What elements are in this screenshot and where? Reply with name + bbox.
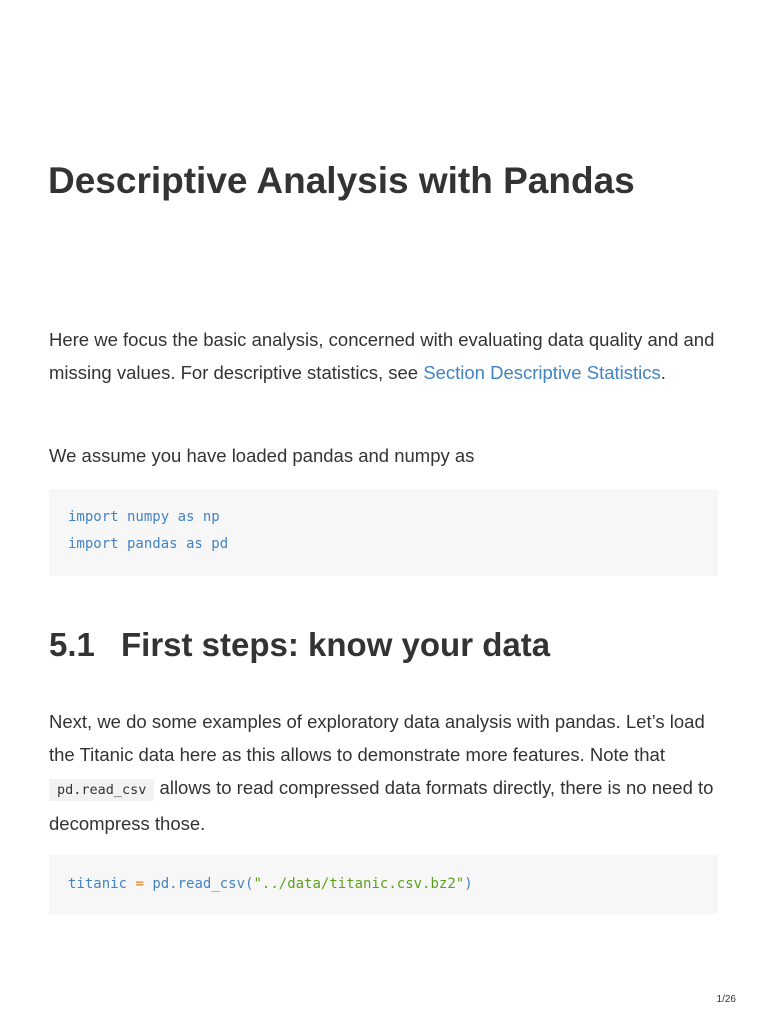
section-number: 5.1 (49, 626, 95, 663)
code-variable: titanic (68, 876, 128, 892)
paragraph-text: Next, we do some examples of exploratory data analysis with pandas. Let’s load the Titanic data here as this allows to demonstrate more features. Note that (49, 711, 705, 765)
section-title: First steps: know your data (121, 626, 551, 663)
code-block-imports (49, 489, 718, 576)
exploratory-paragraph (49, 705, 721, 840)
section-heading (49, 626, 550, 664)
inline-code: pd.read_csv (49, 779, 154, 801)
paragraph-text-end: allows to read compressed data formats directly, there is no need to decompress those. (49, 777, 714, 834)
intro-text-end: . (660, 362, 666, 383)
page-number: 1/26 (716, 994, 736, 1005)
assume-paragraph: We assume you have loaded pandas and numpy as (49, 445, 475, 466)
code-block-read-csv (49, 855, 718, 914)
code-operator: = (135, 876, 144, 892)
code-string: "../data/titanic.csv.bz2" (253, 876, 465, 892)
page-title: Descriptive Analysis with Pandas (48, 160, 635, 201)
code-line: import pandas as pd (68, 536, 229, 552)
code-line (68, 871, 718, 898)
code-call: pd.read_csv( (152, 876, 254, 892)
intro-paragraph (49, 323, 721, 389)
section-descriptive-statistics-link[interactable]: Section Descriptive Statistics (423, 362, 661, 383)
intro-text: Here we focus the basic analysis, concerned with evaluating data quality and and missing values. For descriptive statistics, see (49, 329, 715, 383)
code-close-paren: ) (464, 876, 473, 892)
code-line: import numpy as np (68, 509, 220, 525)
